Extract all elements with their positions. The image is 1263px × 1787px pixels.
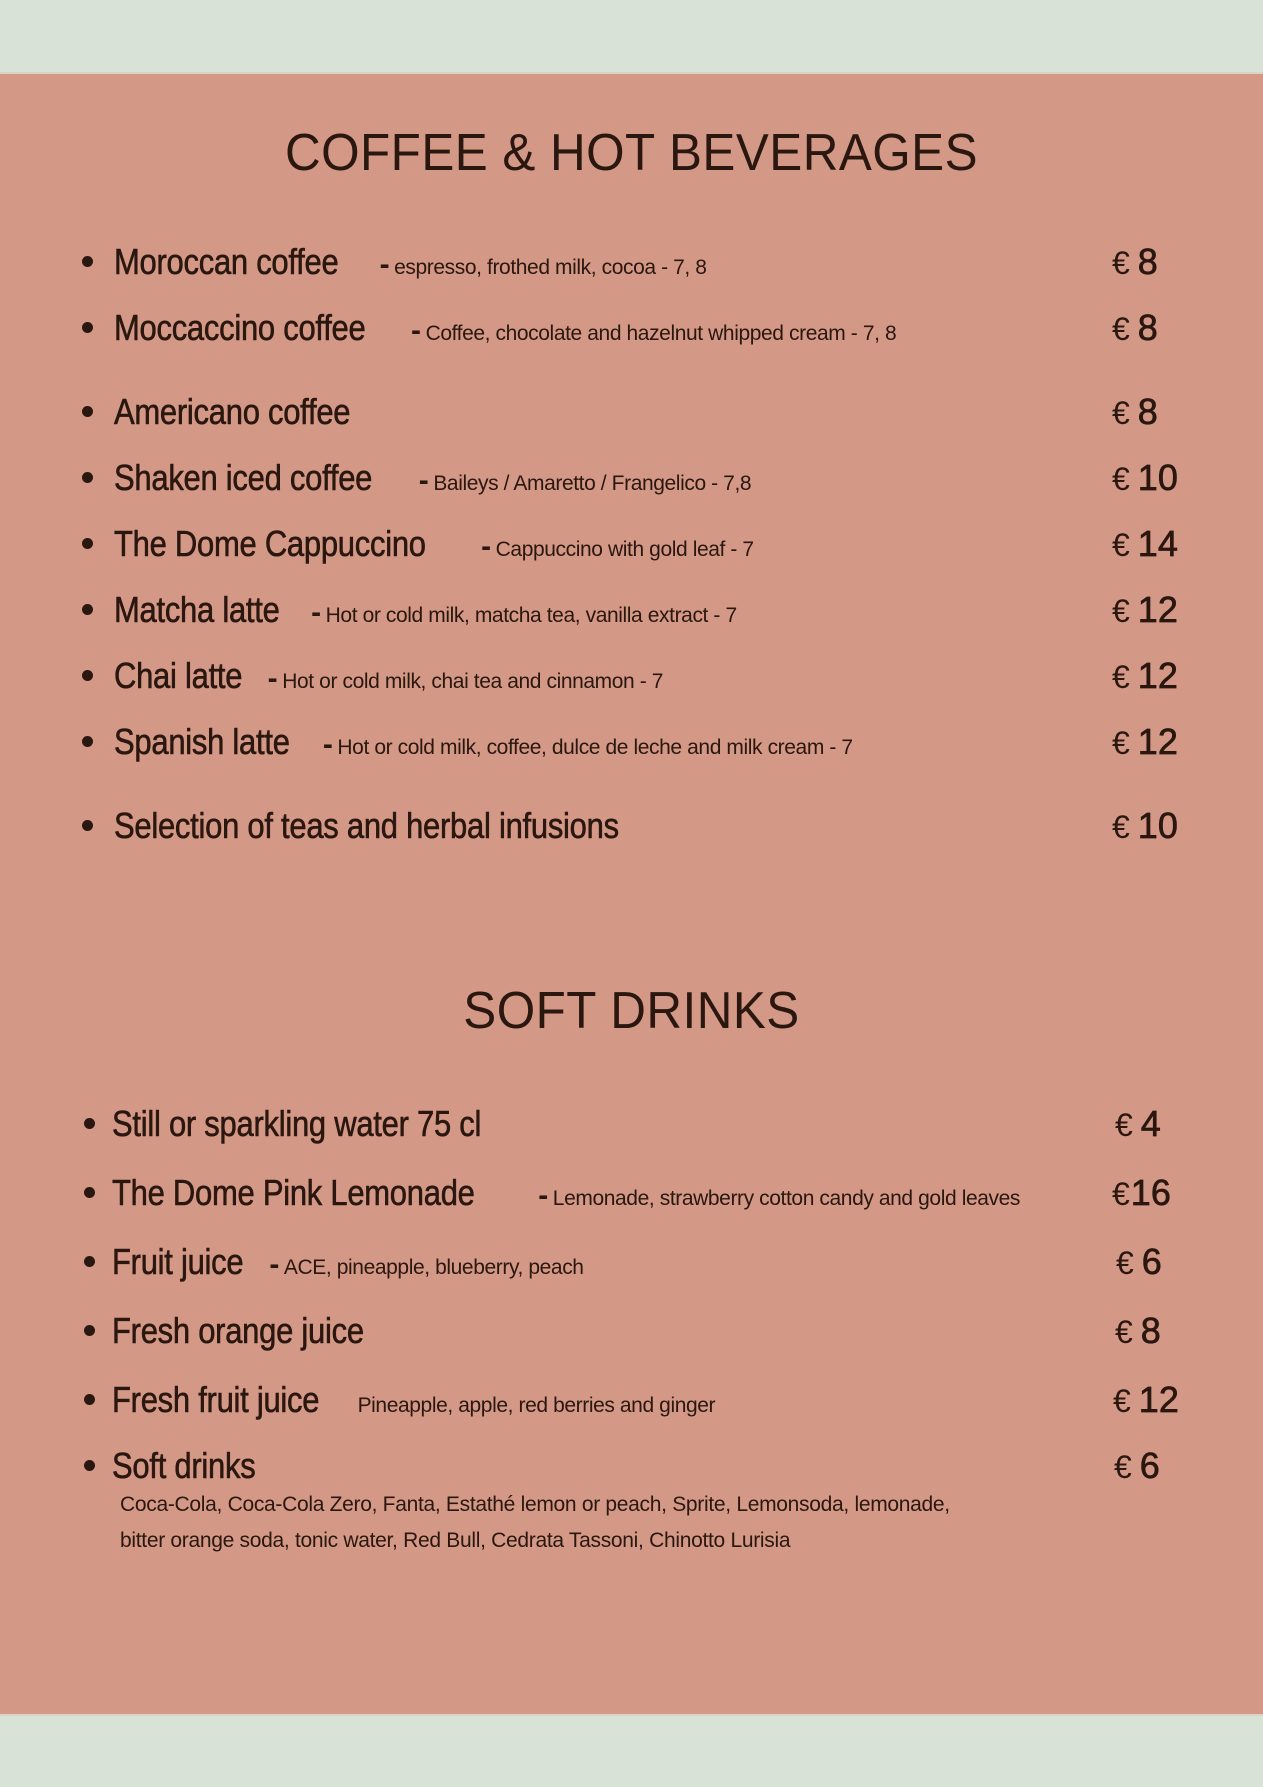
menu-item bbox=[0, 1444, 1263, 1488]
euro-icon: € bbox=[1112, 1176, 1130, 1212]
bullet-icon bbox=[84, 1394, 95, 1405]
item-description: Lemonade, strawberry cotton candy and gold leaves bbox=[552, 1187, 1020, 1210]
item-separator: - bbox=[481, 530, 492, 563]
euro-icon: € bbox=[1112, 527, 1130, 563]
menu-item bbox=[0, 804, 1263, 848]
euro-icon: € bbox=[1116, 1245, 1134, 1281]
menu-item bbox=[0, 390, 1263, 434]
soft-drinks-line: bitter orange soda, tonic water, Red Bull, Cedrata Tassoni, Chinotto Lurisia bbox=[120, 1529, 791, 1552]
item-price: € 12 bbox=[1112, 721, 1178, 762]
menu-item bbox=[0, 720, 1263, 764]
item-price: € 12 bbox=[1113, 1379, 1179, 1420]
section-title-soft-drinks: SOFT DRINKS bbox=[463, 982, 800, 1040]
menu-item bbox=[0, 456, 1263, 500]
euro-icon: € bbox=[1113, 1383, 1131, 1419]
euro-icon: € bbox=[1112, 461, 1130, 497]
euro-icon: € bbox=[1112, 809, 1130, 845]
item-price: € 8 bbox=[1112, 391, 1158, 432]
item-description: Baileys / Amaretto / Frangelico - 7,8 bbox=[433, 472, 752, 495]
item-price: € 14 bbox=[1112, 523, 1178, 564]
item-price: € 10 bbox=[1112, 805, 1178, 846]
item-separator: - bbox=[379, 248, 390, 281]
item-separator: - bbox=[410, 314, 421, 347]
menu-item bbox=[0, 1378, 1263, 1422]
euro-icon: € bbox=[1115, 1314, 1133, 1350]
item-name: Americano coffee bbox=[114, 391, 351, 432]
bullet-icon bbox=[84, 1460, 95, 1471]
bullet-icon bbox=[82, 670, 93, 681]
item-name: Fresh fruit juice bbox=[112, 1379, 320, 1420]
bullet-icon bbox=[82, 256, 93, 267]
euro-icon: € bbox=[1112, 311, 1130, 347]
item-price: € 12 bbox=[1112, 655, 1178, 696]
item-separator: - bbox=[322, 728, 333, 761]
bullet-icon bbox=[82, 820, 93, 831]
bullet-icon bbox=[82, 406, 93, 417]
euro-icon: € bbox=[1112, 593, 1130, 629]
menu-item bbox=[0, 1309, 1263, 1353]
item-description: espresso, frothed milk, cocoa - 7, 8 bbox=[394, 256, 707, 279]
item-separator: - bbox=[311, 596, 322, 629]
item-description: Pineapple, apple, red berries and ginger bbox=[357, 1394, 716, 1417]
euro-icon: € bbox=[1115, 1107, 1133, 1143]
item-name: Still or sparkling water 75 cl bbox=[112, 1103, 482, 1144]
item-description: Hot or cold milk, coffee, dulce de leche and milk cream - 7 bbox=[337, 736, 853, 759]
item-name: Moccaccino coffee bbox=[114, 307, 366, 348]
bullet-icon bbox=[82, 604, 93, 615]
item-name: Soft drinks bbox=[112, 1445, 256, 1486]
item-name: Moroccan coffee bbox=[114, 241, 339, 282]
item-price: € 10 bbox=[1112, 457, 1178, 498]
bullet-icon bbox=[84, 1325, 95, 1336]
item-name: Chai latte bbox=[114, 655, 243, 696]
item-price: € 8 bbox=[1115, 1310, 1161, 1351]
bullet-icon bbox=[82, 322, 93, 333]
item-name: The Dome Cappuccino bbox=[114, 523, 426, 564]
item-price: € 6 bbox=[1116, 1241, 1162, 1282]
euro-icon: € bbox=[1112, 245, 1130, 281]
item-price: € 8 bbox=[1112, 307, 1158, 348]
item-name: The Dome Pink Lemonade bbox=[112, 1172, 475, 1213]
menu-item bbox=[0, 588, 1263, 632]
item-separator: - bbox=[418, 464, 429, 497]
item-name: Fruit juice bbox=[112, 1241, 244, 1282]
item-price: € 4 bbox=[1115, 1103, 1161, 1144]
menu-item bbox=[0, 1102, 1263, 1146]
item-separator: - bbox=[269, 1248, 280, 1281]
item-description: ACE, pineapple, blueberry, peach bbox=[283, 1256, 584, 1279]
soft-drinks-line: Coca-Cola, Coca-Cola Zero, Fanta, Estathé lemon or peach, Sprite, Lemonsoda, lemonade, bbox=[120, 1493, 950, 1516]
section-title-coffee: COFFEE & HOT BEVERAGES bbox=[284, 124, 979, 182]
item-name: Spanish latte bbox=[114, 721, 290, 762]
euro-icon: € bbox=[1112, 395, 1130, 431]
item-separator: - bbox=[267, 662, 278, 695]
menu-item bbox=[0, 1171, 1263, 1215]
item-name: Shaken iced coffee bbox=[114, 457, 373, 498]
item-description: Coffee, chocolate and hazelnut whipped cream - 7, 8 bbox=[425, 322, 897, 345]
menu-item bbox=[0, 522, 1263, 566]
soft-drinks-list bbox=[120, 1487, 950, 1559]
bullet-icon bbox=[84, 1256, 95, 1267]
bullet-icon bbox=[84, 1118, 95, 1129]
item-price: €16 bbox=[1112, 1172, 1171, 1213]
item-price: € 6 bbox=[1114, 1445, 1160, 1486]
euro-icon: € bbox=[1114, 1449, 1132, 1485]
item-name: Selection of teas and herbal infusions bbox=[114, 805, 619, 846]
menu-item bbox=[0, 306, 1263, 350]
menu-item bbox=[0, 654, 1263, 698]
item-separator: - bbox=[538, 1179, 549, 1212]
item-price: € 8 bbox=[1112, 241, 1158, 282]
euro-icon: € bbox=[1112, 659, 1130, 695]
item-description: Hot or cold milk, matcha tea, vanilla extract - 7 bbox=[325, 604, 737, 627]
item-price: € 12 bbox=[1112, 589, 1178, 630]
bullet-icon bbox=[82, 538, 93, 549]
item-name: Fresh orange juice bbox=[112, 1310, 364, 1351]
bullet-icon bbox=[84, 1187, 95, 1198]
bullet-icon bbox=[82, 472, 93, 483]
bullet-icon bbox=[82, 736, 93, 747]
menu-item bbox=[0, 240, 1263, 284]
euro-icon: € bbox=[1112, 725, 1130, 761]
menu-item bbox=[0, 1240, 1263, 1284]
item-description: Hot or cold milk, chai tea and cinnamon - 7 bbox=[282, 670, 664, 693]
item-description: Cappuccino with gold leaf - 7 bbox=[495, 538, 754, 561]
item-name: Matcha latte bbox=[114, 589, 280, 630]
